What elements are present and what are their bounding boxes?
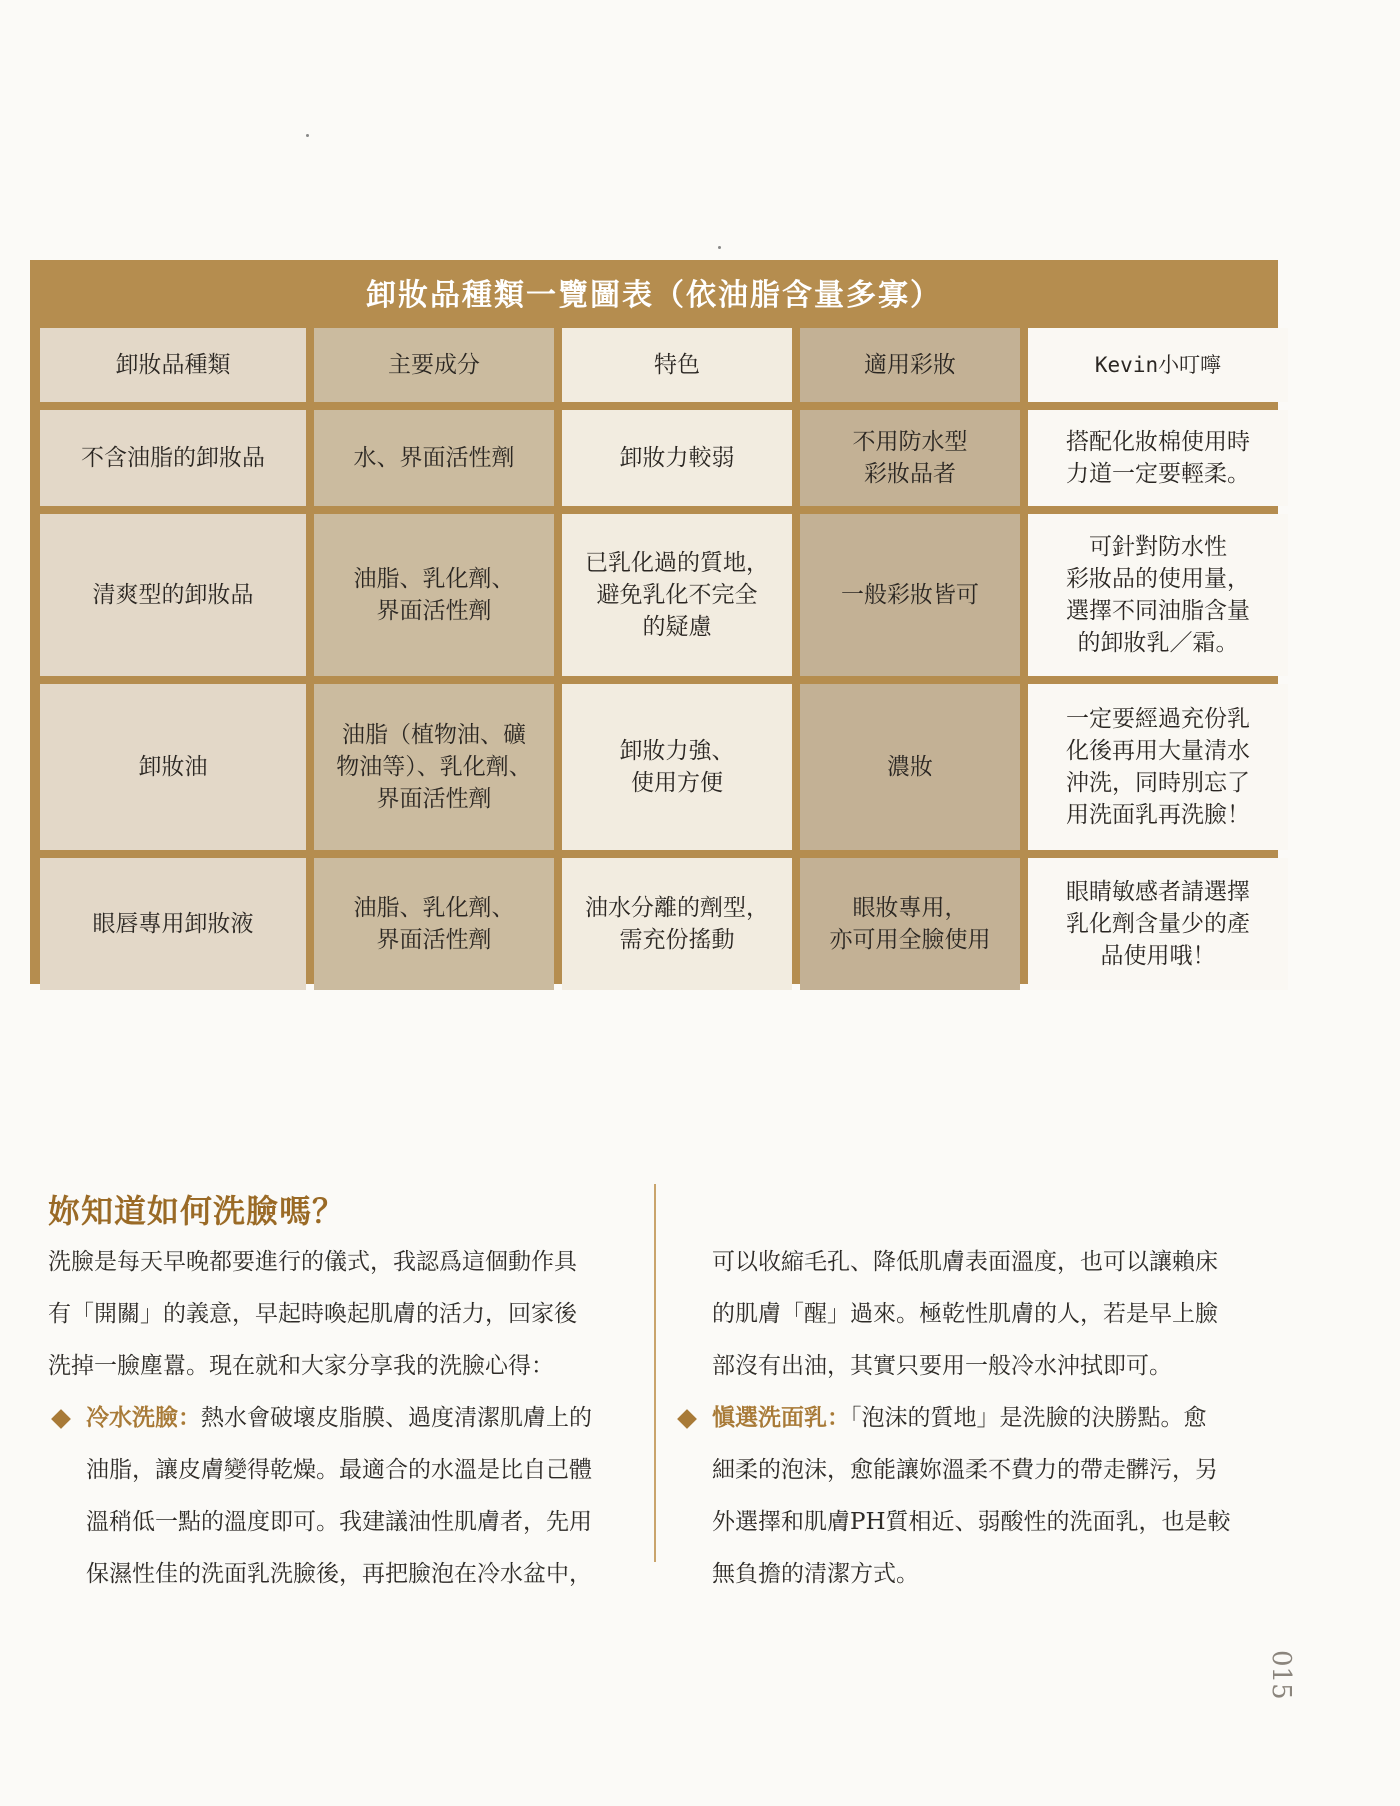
left-column	[48, 1236, 638, 1600]
header-cell: 主要成分	[314, 328, 554, 402]
header-cell: 卸妝品種類	[40, 328, 306, 402]
table-cell: 眼唇專用卸妝液	[40, 858, 306, 990]
header-cell: 適用彩妝	[800, 328, 1020, 402]
table-cell: 搭配化妝棉使用時 力道一定要輕柔。	[1028, 410, 1288, 506]
table-cell: 卸妝力較弱	[562, 410, 792, 506]
table-cell: 已乳化過的質地， 避免乳化不完全 的疑慮	[562, 514, 792, 676]
right-column	[712, 1236, 1272, 1600]
tip-line: 外選擇和肌膚PH質相近、弱酸性的洗面乳，也是較	[712, 1509, 1231, 1535]
tip-text: 熱水會破壞皮脂膜、過度清潔肌膚上的	[201, 1405, 592, 1431]
table-cell: 油脂、乳化劑、 界面活性劑	[314, 858, 554, 990]
table-cell: 油水分離的劑型， 需充份搖動	[562, 858, 792, 990]
table-cell: 水、界面活性劑	[314, 410, 554, 506]
page-number: 015	[1266, 1650, 1296, 1700]
table-cell: 清爽型的卸妝品	[40, 514, 306, 676]
table-grid	[40, 328, 1266, 974]
header-cell: 特色	[562, 328, 792, 402]
tip-line: 細柔的泡沫，愈能讓妳溫柔不費力的帶走髒污，另	[712, 1457, 1218, 1483]
tip-label: 愼選洗面乳：	[712, 1404, 850, 1431]
header-cell: Kevin小叮嚀	[1028, 328, 1288, 402]
section-title: 妳知道如何洗臉嗎？	[48, 1192, 346, 1230]
scan-speck	[306, 134, 309, 137]
intro-line: 洗掉一臉塵囂。現在就和大家分享我的洗臉心得：	[48, 1353, 554, 1379]
makeup-remover-table	[30, 260, 1278, 984]
table-cell: 油脂（植物油、礦 物油等）、乳化劑、 界面活性劑	[314, 684, 554, 850]
diamond-bullet-icon	[51, 1409, 71, 1429]
tip-text: 「泡沫的質地」是洗臉的決勝點。愈	[850, 1405, 1207, 1431]
table-cell: 不含油脂的卸妝品	[40, 410, 306, 506]
tip-label: 冷水洗臉：	[86, 1404, 201, 1431]
diamond-bullet-icon	[677, 1409, 697, 1429]
tip-line: 油脂，讓皮膚變得乾燥。最適合的水溫是比自己體	[86, 1457, 592, 1483]
table-cell: 眼妝專用， 亦可用全臉使用	[800, 858, 1020, 990]
intro-line: 有「開關」的義意，早起時喚起肌膚的活力，回家後	[48, 1301, 577, 1327]
table-cell: 一定要經過充份乳 化後再用大量清水 沖洗，同時別忘了 用洗面乳再洗臉！	[1028, 684, 1288, 850]
scan-speck	[718, 246, 721, 249]
tip-line: 部沒有出油，其實只要用一般冷水沖拭即可。	[712, 1353, 1172, 1379]
tip-cold-water	[48, 1392, 638, 1444]
table-cell: 不用防水型 彩妝品者	[800, 410, 1020, 506]
table-cell: 一般彩妝皆可	[800, 514, 1020, 676]
table-cell: 卸妝力強、 使用方便	[562, 684, 792, 850]
tip-line: 可以收縮毛孔、降低肌膚表面溫度，也可以讓賴床	[712, 1249, 1218, 1275]
tip-line: 的肌膚「醒」過來。極乾性肌膚的人，若是早上臉	[712, 1301, 1218, 1327]
table-cell: 油脂、乳化劑、 界面活性劑	[314, 514, 554, 676]
intro-line: 洗臉是每天早晚都要進行的儀式，我認爲這個動作具	[48, 1249, 577, 1275]
table-cell: 眼睛敏感者請選擇 乳化劑含量少的產 品使用哦！	[1028, 858, 1288, 990]
tip-line: 無負擔的清潔方式。	[712, 1561, 919, 1587]
tip-line: 保濕性佳的洗面乳洗臉後，再把臉泡在冷水盆中，	[86, 1561, 592, 1587]
column-divider	[654, 1184, 656, 1562]
tip-cleanser	[674, 1392, 1272, 1444]
tip-line: 溫稍低一點的溫度即可。我建議油性肌膚者，先用	[86, 1509, 592, 1535]
table-title: 卸妝品種類一覽圖表（依油脂含量多寡）	[366, 278, 942, 313]
table-cell: 卸妝油	[40, 684, 306, 850]
table-cell: 濃妝	[800, 684, 1020, 850]
table-cell: 可針對防水性 彩妝品的使用量， 選擇不同油脂含量 的卸妝乳／霜。	[1028, 514, 1288, 676]
